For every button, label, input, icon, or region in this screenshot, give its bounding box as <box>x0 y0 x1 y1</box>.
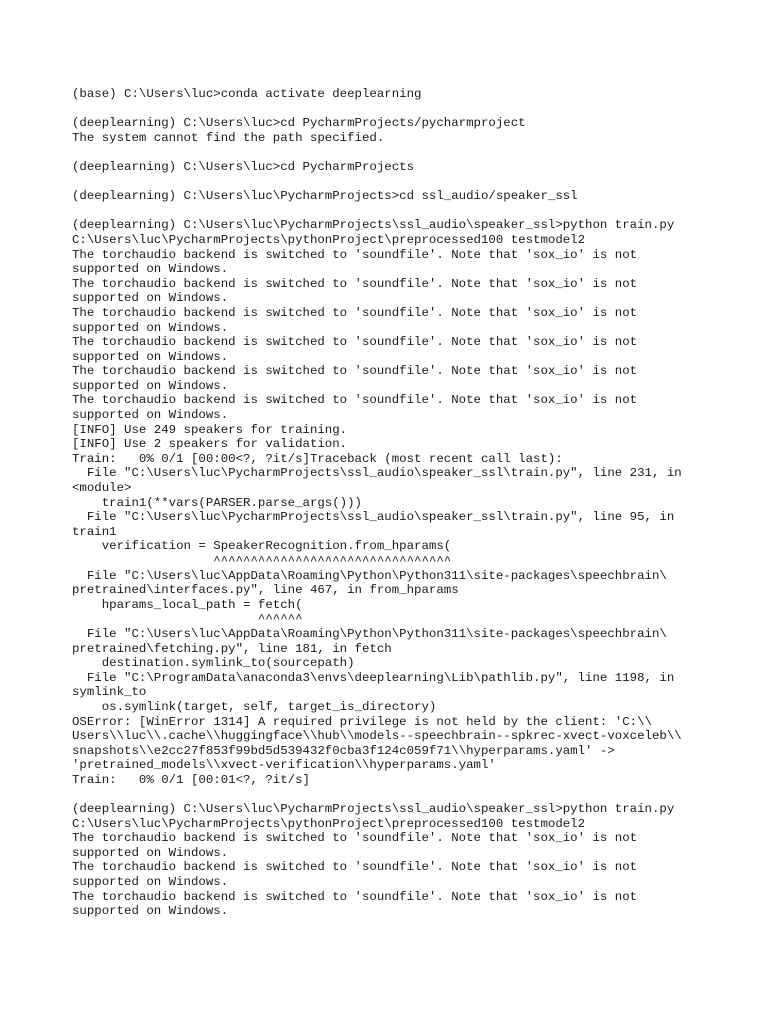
console-line: train1 <box>72 524 117 539</box>
console-line: supported on Windows. <box>72 378 229 393</box>
console-line: File "C:\Users\luc\PycharmProjects\ssl_audio\speaker_ssl\train.py", line 95, in <box>72 510 675 525</box>
console-line <box>72 175 752 190</box>
console-line <box>72 102 752 117</box>
console-line: supported on Windows. <box>72 904 229 919</box>
console-line: The torchaudio backend is switched to 'soundfile'. Note that 'sox_io' is not <box>72 364 638 379</box>
console-line: The torchaudio backend is switched to 'soundfile'. Note that 'sox_io' is not <box>72 860 638 875</box>
console-line: File "C:\Users\luc\AppData\Roaming\Python\Python311\site-packages\speechbrain\ <box>72 568 667 583</box>
console-line: supported on Windows. <box>72 320 229 335</box>
console-line: <module> <box>72 481 132 496</box>
console-line: supported on Windows. <box>72 408 229 423</box>
console-line <box>72 788 752 803</box>
console-line: supported on Windows. <box>72 875 229 890</box>
console-line: The torchaudio backend is switched to 'soundfile'. Note that 'sox_io' is not <box>72 276 638 291</box>
console-line: OSError: [WinError 1314] A required privilege is not held by the client: 'C:\\ <box>72 714 652 729</box>
console-line: The torchaudio backend is switched to 'soundfile'. Note that 'sox_io' is not <box>72 831 638 846</box>
console-line: verification = SpeakerRecognition.from_hparams( <box>72 539 452 554</box>
console-line: hparams_local_path = fetch( <box>72 597 303 612</box>
console-line: File "C:\Users\luc\AppData\Roaming\Python\Python311\site-packages\speechbrain\ <box>72 626 667 641</box>
console-line <box>72 145 752 160</box>
console-line: C:\Users\luc\PycharmProjects\pythonProject\preprocessed100 testmodel2 <box>72 232 586 247</box>
console-line: [INFO] Use 249 speakers for training. <box>72 422 348 437</box>
console-line: snapshots\\e2cc27f853f99bd5d539432f0cba3f124c059f71\\hyperparams.yaml' -> <box>72 743 615 758</box>
console-line: File "C:\Users\luc\PycharmProjects\ssl_audio\speaker_ssl\train.py", line 231, in <box>72 466 682 481</box>
console-line: supported on Windows. <box>72 349 229 364</box>
console-line: (deeplearning) C:\Users\luc>cd PycharmProjects/pycharmproject <box>72 116 526 131</box>
console-line: train1(**vars(PARSER.parse_args())) <box>72 495 362 510</box>
console-line: The torchaudio backend is switched to 'soundfile'. Note that 'sox_io' is not <box>72 393 638 408</box>
console-line: The torchaudio backend is switched to 'soundfile'. Note that 'sox_io' is not <box>72 305 638 320</box>
console-line: [INFO] Use 2 speakers for validation. <box>72 437 348 452</box>
console-line: The torchaudio backend is switched to 'soundfile'. Note that 'sox_io' is not <box>72 889 638 904</box>
console-line: supported on Windows. <box>72 845 229 860</box>
console-line: destination.symlink_to(sourcepath) <box>72 656 355 671</box>
console-line: pretrained\interfaces.py", line 467, in from_hparams <box>72 583 459 598</box>
console-line: Train: 0% 0/1 [00:01<?, ?it/s] <box>72 772 310 787</box>
console-line: (deeplearning) C:\Users\luc\PycharmProjects>cd ssl_audio/speaker_ssl <box>72 189 578 204</box>
console-line: 'pretrained_models\\xvect-verification\\hyperparams.yaml' <box>72 758 496 773</box>
console-output <box>72 87 752 919</box>
console-line: ^^^^^^ <box>72 612 303 627</box>
console-line: pretrained\fetching.py", line 181, in fetch <box>72 641 392 656</box>
console-line: The system cannot find the path specified. <box>72 130 385 145</box>
console-line: C:\Users\luc\PycharmProjects\pythonProject\preprocessed100 testmodel2 <box>72 816 586 831</box>
console-line: supported on Windows. <box>72 262 229 277</box>
console-line: (deeplearning) C:\Users\luc\PycharmProjects\ssl_audio\speaker_ssl>python train.py <box>72 218 675 233</box>
console-line: File "C:\ProgramData\anaconda3\envs\deeplearning\Lib\pathlib.py", line 1198, in <box>72 670 675 685</box>
console-line: os.symlink(target, self, target_is_directory) <box>72 699 437 714</box>
console-line: (base) C:\Users\luc>conda activate deeplearning <box>72 87 422 101</box>
console-line: The torchaudio backend is switched to 'soundfile'. Note that 'sox_io' is not <box>72 247 638 262</box>
console-line: supported on Windows. <box>72 291 229 306</box>
console-line: The torchaudio backend is switched to 'soundfile'. Note that 'sox_io' is not <box>72 335 638 350</box>
console-line: (deeplearning) C:\Users\luc\PycharmProjects\ssl_audio\speaker_ssl>python train.py <box>72 802 675 817</box>
console-line: symlink_to <box>72 685 147 700</box>
console-line: ^^^^^^^^^^^^^^^^^^^^^^^^^^^^^^^^ <box>72 554 452 568</box>
console-line <box>72 204 752 219</box>
console-line: Users\\luc\\.cache\\huggingface\\hub\\models--speechbrain--spkrec-xvect-voxceleb\\ <box>72 729 682 744</box>
console-line: (deeplearning) C:\Users\luc>cd PycharmProjects <box>72 159 415 174</box>
console-line: Train: 0% 0/1 [00:00<?, ?it/s]Traceback (most recent call last): <box>72 451 563 466</box>
